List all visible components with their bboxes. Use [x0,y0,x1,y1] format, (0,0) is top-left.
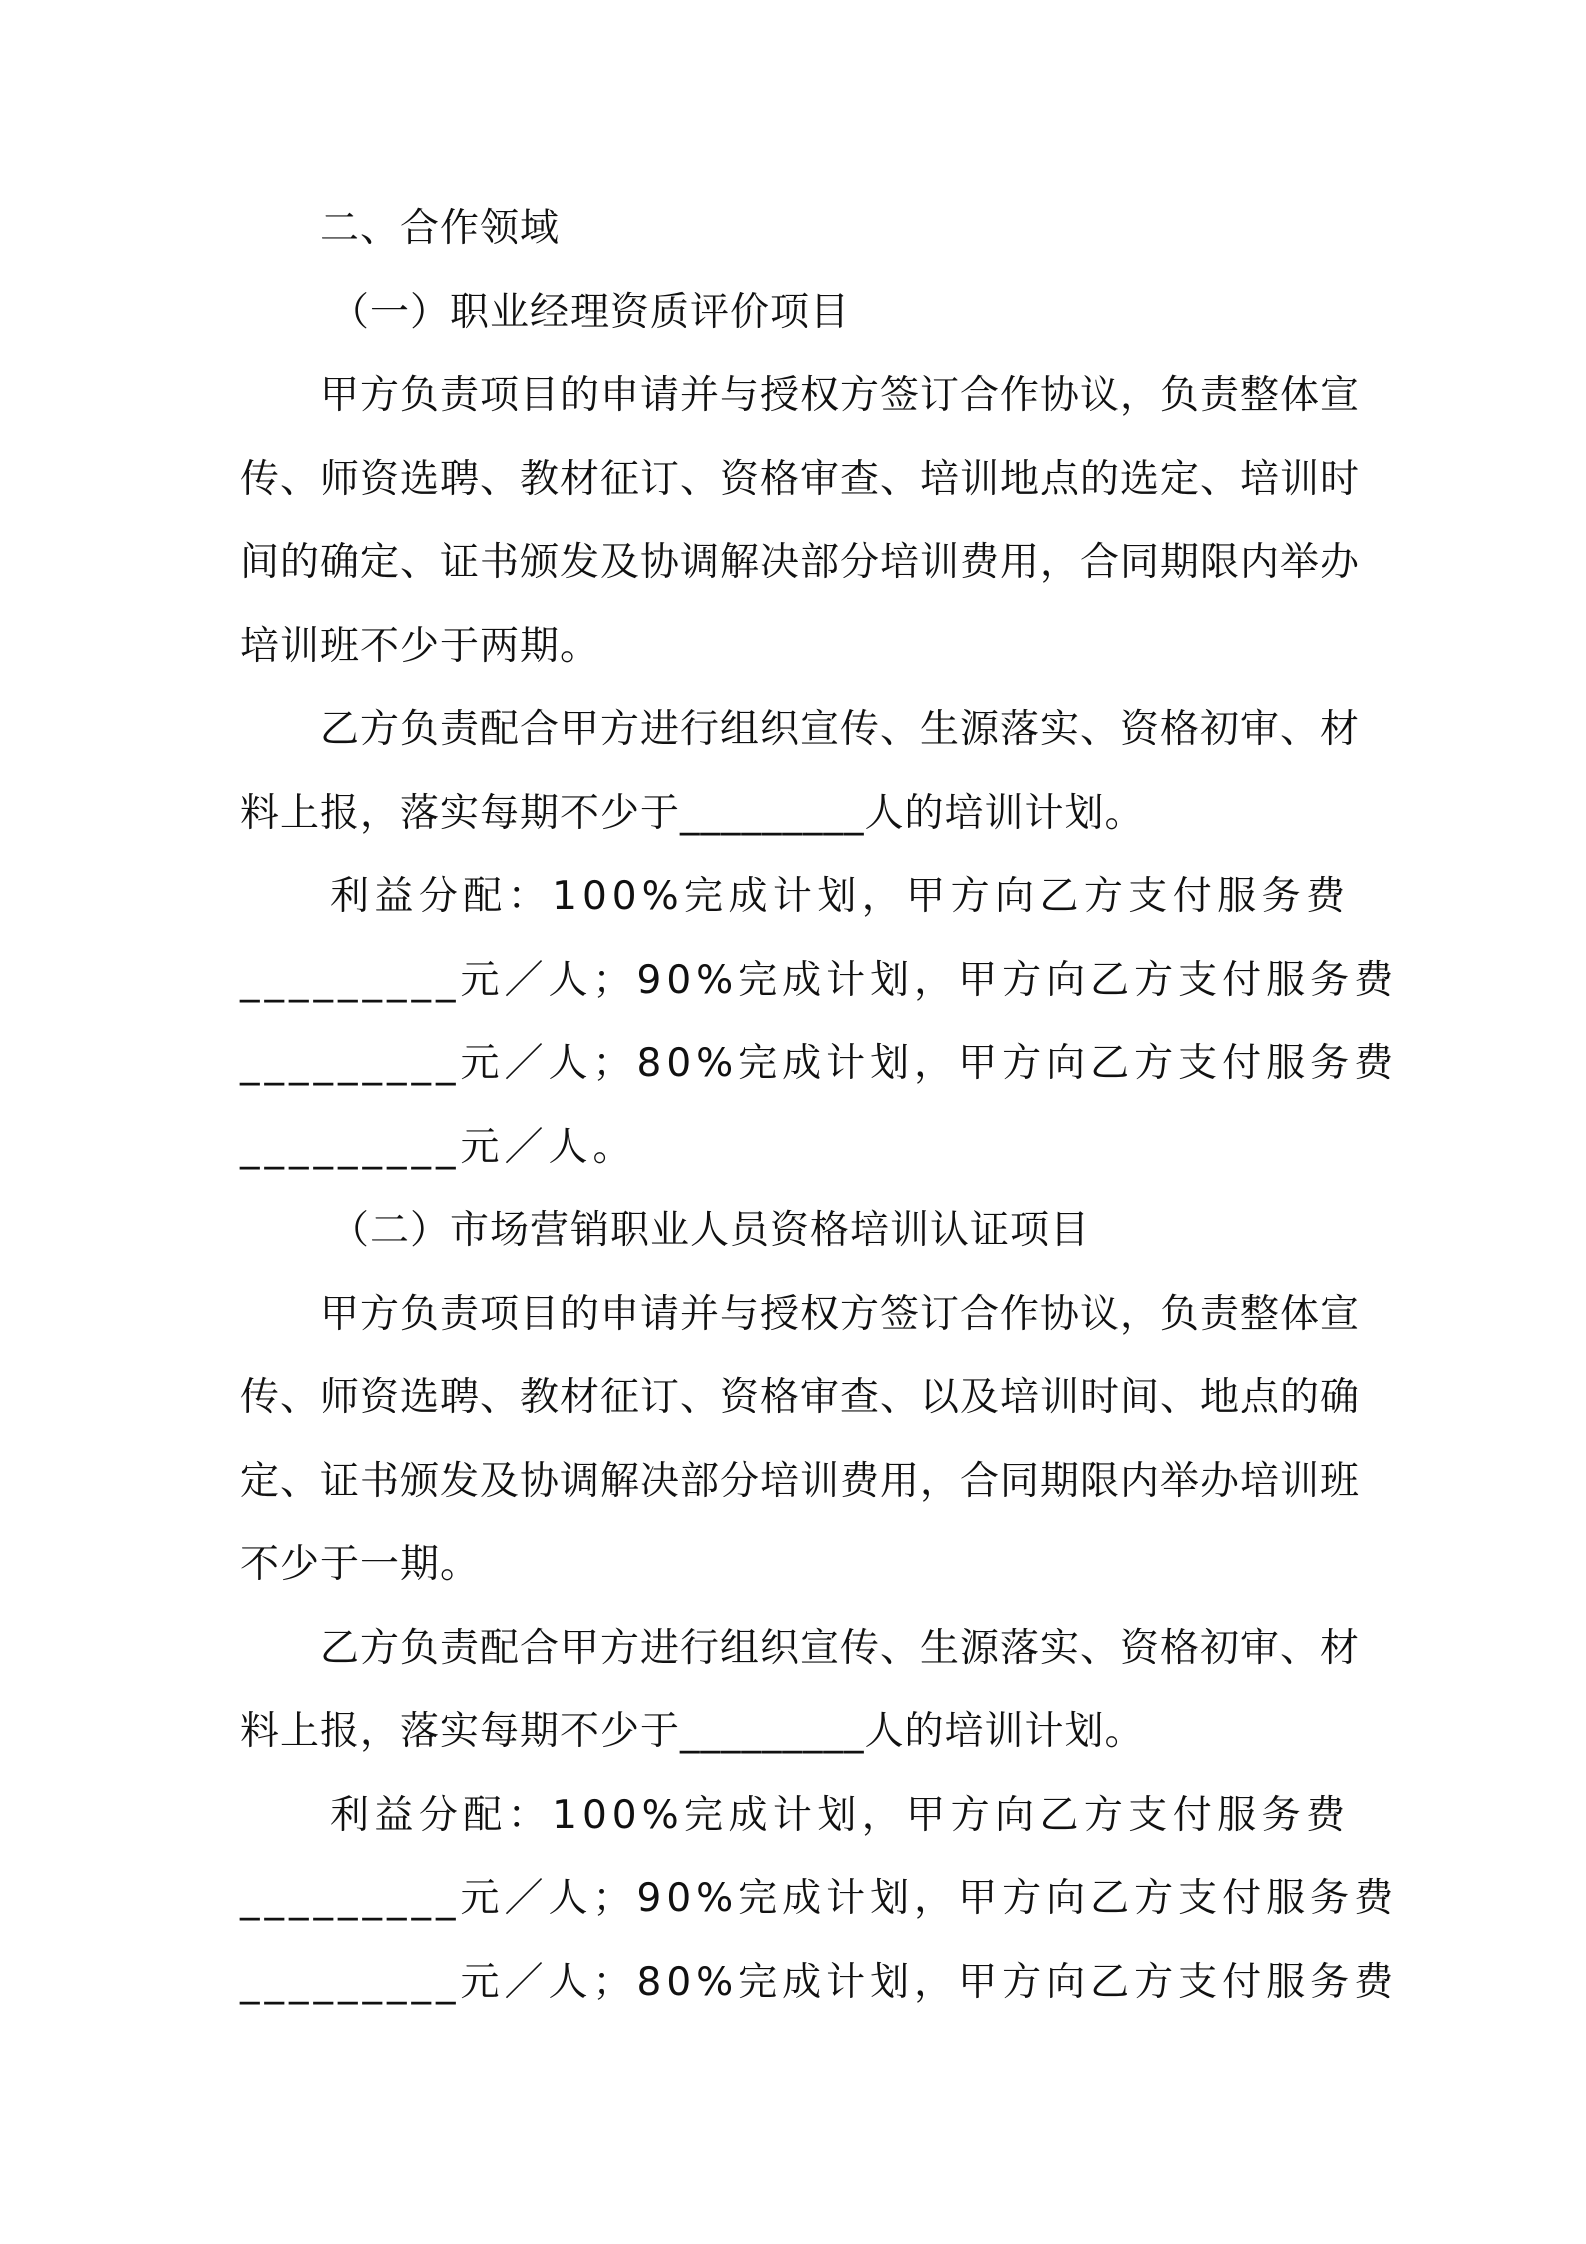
section-heading: 二、合作领域 [320,206,561,251]
paragraph-line: 甲方负责项目的申请并与授权方签订合作协议，负责整体宣 [320,373,1361,418]
paragraph-line: _________元／人；80%完成计划，甲方向乙方支付服务费 [240,1960,1399,2005]
paragraph-line: _________元／人；90%完成计划，甲方向乙方支付服务费 [240,1876,1399,1921]
paragraph-line: 料上报，落实每期不少于_________人的培训计划。 [240,1709,1145,1754]
paragraph-line: 乙方负责配合甲方进行组织宣传、生源落实、资格初审、材 [320,1626,1361,1671]
paragraph-line: 间的确定、证书颁发及协调解决部分培训费用，合同期限内举办 [240,540,1361,585]
subsection-heading: （一）职业经理资质评价项目 [330,290,851,335]
paragraph-line: 料上报，落实每期不少于_________人的培训计划。 [240,791,1145,836]
paragraph-line: 利益分配：100%完成计划，甲方向乙方支付服务费 [330,1793,1350,1838]
paragraph-line: _________元／人；80%完成计划，甲方向乙方支付服务费 [240,1041,1399,1086]
paragraph-line: 定、证书颁发及协调解决部分培训费用，合同期限内举办培训班 [240,1459,1361,1504]
paragraph-line: _________元／人。 [240,1125,637,1170]
paragraph-line: 甲方负责项目的申请并与授权方签订合作协议，负责整体宣 [320,1292,1361,1337]
paragraph-line: 传、师资选聘、教材征订、资格审查、培训地点的选定、培训时 [240,457,1361,502]
paragraph-line: 乙方负责配合甲方进行组织宣传、生源落实、资格初审、材 [320,707,1361,752]
paragraph-line: 培训班不少于两期。 [240,624,601,669]
subsection-heading: （二）市场营销职业人员资格培训认证项目 [330,1208,1091,1253]
paragraph-line: 利益分配：100%完成计划，甲方向乙方支付服务费 [330,874,1350,919]
paragraph-line: 不少于一期。 [240,1542,481,1587]
paragraph-line: 传、师资选聘、教材征订、资格审查、以及培训时间、地点的确 [240,1375,1361,1420]
paragraph-line: _________元／人；90%完成计划，甲方向乙方支付服务费 [240,958,1399,1003]
